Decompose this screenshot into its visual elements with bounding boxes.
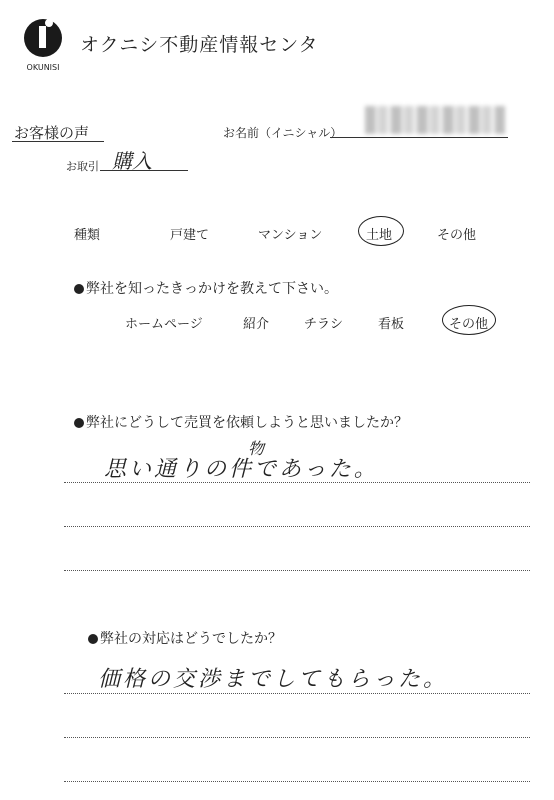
logo-text: OKUNISI — [26, 63, 60, 72]
answer-2-text: 思い通りの件であった。 — [104, 457, 379, 482]
source-option-referral: 紹介 — [243, 317, 270, 332]
bullet-icon — [74, 284, 84, 294]
company-logo — [14, 12, 72, 74]
type-option-mansion: マンション — [258, 228, 323, 243]
company-name: オクニシ不動産情報センタ — [80, 34, 319, 56]
answer-line — [64, 693, 530, 694]
answer-line — [64, 482, 530, 483]
name-underline — [330, 137, 508, 138]
deal-label: お取引 — [66, 160, 99, 173]
answer-line — [64, 526, 530, 527]
title-underline — [12, 141, 104, 142]
source-option-signboard: 看板 — [378, 317, 405, 332]
answer-line — [64, 737, 530, 738]
deal-value: 購入 — [112, 149, 152, 173]
question-3 — [88, 628, 282, 648]
source-option-flyer: チラシ — [304, 317, 344, 332]
name-label: お名前（イニシャル） — [223, 126, 343, 140]
answer-line — [64, 781, 530, 782]
question-1 — [74, 278, 338, 298]
type-option-house: 戸建て — [170, 228, 210, 243]
type-option-other: その他 — [437, 228, 477, 243]
question-1-text: 弊社を知ったきっかけを教えて下さい。 — [86, 281, 338, 297]
question-3-text: 弊社の対応はどうでしたか？ — [100, 631, 282, 647]
type-option-land: 土地 — [366, 228, 393, 243]
answer-3-text: 価格の交渉までしてもらった。 — [98, 667, 449, 692]
deal-underline — [100, 170, 188, 171]
redacted-name — [365, 106, 505, 134]
answer-2-insert: 物 — [248, 439, 268, 458]
answer-line — [64, 570, 530, 571]
source-option-homepage: ホームページ — [125, 317, 203, 332]
selected-type-circle — [358, 216, 404, 246]
selected-source-circle — [442, 305, 496, 335]
bullet-icon — [88, 634, 98, 644]
customer-voice-title: お客様の声 — [14, 124, 90, 142]
source-option-other: その他 — [449, 317, 489, 332]
question-2 — [74, 412, 408, 432]
type-label: 種類 — [74, 228, 101, 243]
bullet-icon — [74, 418, 84, 428]
question-2-text: 弊社にどうして売買を依頼しようと思いましたか？ — [86, 415, 408, 431]
